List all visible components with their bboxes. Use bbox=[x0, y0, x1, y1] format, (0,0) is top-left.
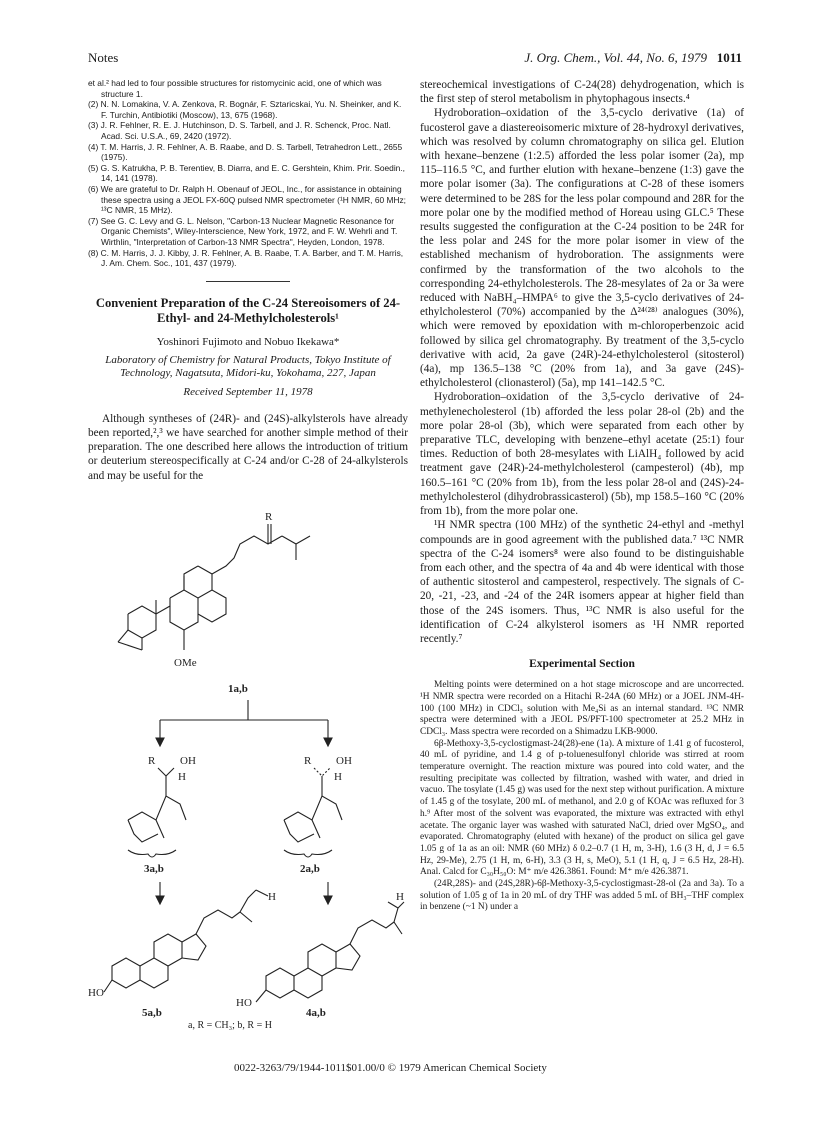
structure-1 bbox=[118, 511, 310, 695]
received-date: Received September 11, 1978 bbox=[183, 385, 313, 398]
experimental-paragraph: Melting points were determined on a hot stage microscope and are uncorrected. ¹H NMR spectra were recorded on a Hitachi R-24A (60 MHz) or a JOEL JNM-4H-100 (100 MHz) in CDCl₃ solution with Me₄Si as an internal standard. ¹³C NMR spectra were determined with a JEOL PS/PFT-100 spectrometer at 25.2 MHz in CDCl₃. Mass spectra were recorded on a Shimadzu LKB-9000. bbox=[420, 680, 744, 737]
experimental-heading: Experimental Section bbox=[529, 658, 635, 671]
r-substituent-3: R bbox=[148, 755, 156, 767]
section-label: Notes bbox=[88, 50, 119, 65]
structure-4 bbox=[236, 891, 404, 1019]
body-paragraph: ¹H NMR spectra (100 MHz) of the synthetic 24-ethyl and -methyl compounds are in good agreement with the published data.⁷ ¹³C NMR spectra of the C-24 isomers⁸ were also found to be distinguishable from each other, and the spectra of 4a and 4b were identical with those of authentic sitosterol and campesterol, respectively. The signals of C-20, -21, -23, and -24 of the 24R isomers appear at higher field than those of the 24S isomers. Thus, ¹³C NMR is also useful for the identification of C-24 alkylsterol isomers as ¹H NMR reported recently.⁷ bbox=[420, 519, 744, 645]
left-column bbox=[88, 78, 408, 483]
reaction-scheme bbox=[88, 510, 408, 1030]
compound-label-2: 2a,b bbox=[300, 863, 320, 875]
experimental-paragraph: (24R,28S)- and (24S,28R)-6β-Methoxy-3,5-cyclostigmast-28-ol (2a and 3a). To a solution of 1.05 g of 1a in 20 mL of dry THF was added 5 mL of BH₃–THF complex in benzene (~1 N) under a bbox=[420, 879, 744, 913]
reference-item: (6) We are grateful to Dr. Ralph H. Obenauf of JEOL, Inc., for assistance in obtaining these spectra using a JEOL FX-60Q pulsed NMR spectrometer (¹H NMR, 60 MHz; ¹³C NMR, 15 MHz). bbox=[88, 183, 407, 216]
article-authors: Yoshinori Fujimoto and Nobuo Ikekawa* bbox=[156, 335, 340, 348]
reference-item: et al.² had led to four possible structures for ristomycinic acid, one of which was structure 1. bbox=[88, 78, 382, 99]
section-divider bbox=[206, 281, 290, 282]
compound-label-1: 1a,b bbox=[228, 683, 248, 695]
page-footer: 0022-3263/79/1944-1011$01.00/0 © 1979 American Chemical Society bbox=[234, 1062, 547, 1074]
reference-item: (4) T. M. Harris, J. R. Fehlner, A. B. Raabe, and D. S. Tarbell, Tetrahedron Lett., 2655 (1975). bbox=[88, 141, 403, 163]
intro-paragraph: Although syntheses of (24R)- and (24S)-alkylsterols have already been reported,²,³ we have searched for another simple method of their preparation. The one described here allows the introduction of tritium or deuterium stereospecifically at C-24 and/or C-28 of 24-alkylsterols and may be useful for the bbox=[88, 412, 408, 482]
hydroxyl-label-2: OH bbox=[336, 755, 352, 767]
conversion-arrows bbox=[156, 882, 332, 904]
page-number: 1011 bbox=[716, 50, 742, 65]
compound-label-4: 4a,b bbox=[306, 1007, 326, 1019]
structure-3 bbox=[128, 755, 196, 875]
r-substituent: R bbox=[265, 511, 273, 523]
hydrogen-label-3: H bbox=[178, 771, 186, 783]
reference-item: (3) J. R. Fehlner, R. E. J. Hutchinson, D. S. Tarbell, and J. R. Schenck, Proc. Natl. Acad. Sci. U.S.A., 69, 2420 (1972). bbox=[88, 120, 391, 141]
body-paragraph: Hydroboration–oxidation of the 3,5-cyclo derivative of 24-methylenecholesterol (1b) afforded the less polar 28-ol (2b) and the more polar 28-ol (3b), which were separated from each other by preparative TLC, developing with benzene–ethyl acetate (25:1) four times. Reduction of both 28-mesylates with LiAlH₄ followed by acid treatment gave (24R)-24-methylcholesterol (campesterol) (4b), mp 160.5–161 °C (20% from 1b), from the less polar 28-ol and (24S)-24-methylcholesterol (dihydrobrassicasterol) (5b), mp 158.5–160 °C (20% from 1b), from the more polar one. bbox=[420, 391, 744, 518]
experimental-paragraph: 6β-Methoxy-3,5-cyclostigmast-24(28)-ene (1a). A mixture of 1.41 g of fucosterol, 40 mL of pyridine, and 1.4 g of p-toluenesulfonyl chloride was stirred at room temperature overnight. The reaction mixture was poured into cold water, and the resulting precipitate was collected by filtration, washed with water, and dried in vacuo. The tosylate (1.45 g) was used for the next step without purification. A mixture of 1.45 g of the tosylate, 200 mL of methanol, and 2.0 g of KOAc was refluxed for 3 h.⁹ After most of the solvent was evaporated, the mixture was extracted with ethyl acetate. The organic layer was washed with saturated NaCl, dried over MgSO₄, and evaporated. Chromatography (eluted with hexane) of the product on silica gel gave 1.05 g of 1a as an oil: NMR (60 MHz) δ 0.2–0.7 (1 H, m, 3-H), 1.6 (3 H, d, J = 6.5 Hz, 29-Me), 2.75 (1 H, m, 6-H), 3.3 (3 H, s, MeO), 5.1 (1 H, q, J = 6.5 Hz, 28-H). Anal. Calcd for C₃₀H₅₀O: M⁺ m/e 426.3861. Found: M⁺ m/e 426.3871. bbox=[420, 738, 744, 878]
article-affiliation: Laboratory of Chemistry for Natural Products, Tokyo Institute of Technology, Nagatsuta, Midori-ku, Yokohama, 227, Japan bbox=[105, 353, 391, 379]
article-title: Convenient Preparation of the C-24 Stereoisomers of 24-Ethyl- and 24-Methylcholesterols¹ bbox=[95, 295, 401, 325]
hydrogen-label-5: H bbox=[268, 891, 276, 903]
page-header bbox=[88, 50, 742, 68]
branch-arrows bbox=[156, 700, 332, 746]
journal-citation: J. Org. Chem., Vol. 44, No. 6, 1979 1011 bbox=[524, 50, 742, 65]
right-column bbox=[420, 78, 744, 914]
reference-item: (5) G. S. Katrukha, P. B. Terentiev, B. Diarra, and E. C. Gershtein, Khim. Prir. Soedin., 14, 141 (1978). bbox=[88, 162, 405, 184]
reference-list bbox=[88, 78, 408, 269]
r-substituent-2: R bbox=[304, 755, 312, 767]
compound-label-5: 5a,b bbox=[142, 1007, 162, 1019]
methoxy-label: OMe bbox=[174, 657, 197, 669]
hydroxyl-label-3: OH bbox=[180, 755, 196, 767]
body-paragraph: stereochemical investigations of C-24(28) dehydrogenation, which is the first step of sterol metabolism in phytophagous insects.⁴ bbox=[420, 79, 744, 106]
hydroxyl-label-4: HO bbox=[236, 997, 252, 1009]
hydrogen-label-2: H bbox=[334, 771, 342, 783]
reference-item: (8) C. M. Harris, J. J. Kibby, J. R. Fehlner, A. B. Raabe, T. A. Barber, and T. M. Harris, J. Am. Chem. Soc., 101, 437 (1979). bbox=[88, 247, 404, 269]
structure-2 bbox=[284, 755, 352, 875]
compound-label-3: 3a,b bbox=[144, 863, 164, 875]
hydrogen-label-4: H bbox=[396, 891, 404, 903]
substituent-legend: a, R = CH₃; b, R = H bbox=[188, 1020, 272, 1030]
reference-item: (2) N. N. Lomakina, V. A. Zenkova, R. Bognár, F. Sztaricskai, Yu. N. Sheinker, and K. F. Turchin, Antibiotiki (Moscow), 13, 675 (1968). bbox=[88, 99, 402, 120]
reference-item: (7) See G. C. Levy and G. L. Nelson, "Carbon-13 Nuclear Magnetic Resonance for Organic Chemists", Wiley-Interscience, New York, 1972, and F. W. Wehrli and T. Wirthlin, "Interpretation of Carbon-13 NMR Spectra", Heyden, London, 1978. bbox=[88, 215, 398, 247]
hydroxyl-label-5: HO bbox=[88, 987, 104, 999]
body-paragraph: Hydroboration–oxidation of the 3,5-cyclo derivative (1a) of fucosterol gave a diastereoisomeric mixture of 28-hydroxyl derivatives, which was resolved by column chromatography on silica gel. Elution with hexane–benzene (1:2.5) afforded the less polar isomer (2a), mp 115–116.5 °C, and further elution with hexane–benzene (1:3) gave the more polar isomer (3a). The configurations at C-28 of these isomers were determined to be 28S for the less polar compound and 28R for the more polar one by the modified method of Horeau using GLC.⁵ These results suggested the configuration at the C-24 position to be 24R for the less polar and 24S for the more polar isomer in view of the established mechanism of hydroboration. The assignments were confirmed by the transformation of the two alcohols to the corresponding 24-ethylcholesterols. The 28-mesylates of 2a or 3a were reduced with NaBH₄–HMPA⁶ to give the 3,5-cyclo derivatives of 24-ethylcholesterol (70%) accompanied by the Δ²⁴⁽²⁸⁾ analogues (30%), which were removed by epoxidation with m-chloroperbenzoic acid followed by silica gel chromatography. By treatment of the 3,5-cyclo derivative with acid, 2a gave (24R)-24-ethylcholesterol (sitosterol) (4a), mp 136.5–138 °C (20% from 1a), and 3a gave (24S)-ethylcholesterol (clionasterol) (5a), mp 141–142.5 °C. bbox=[420, 107, 744, 390]
